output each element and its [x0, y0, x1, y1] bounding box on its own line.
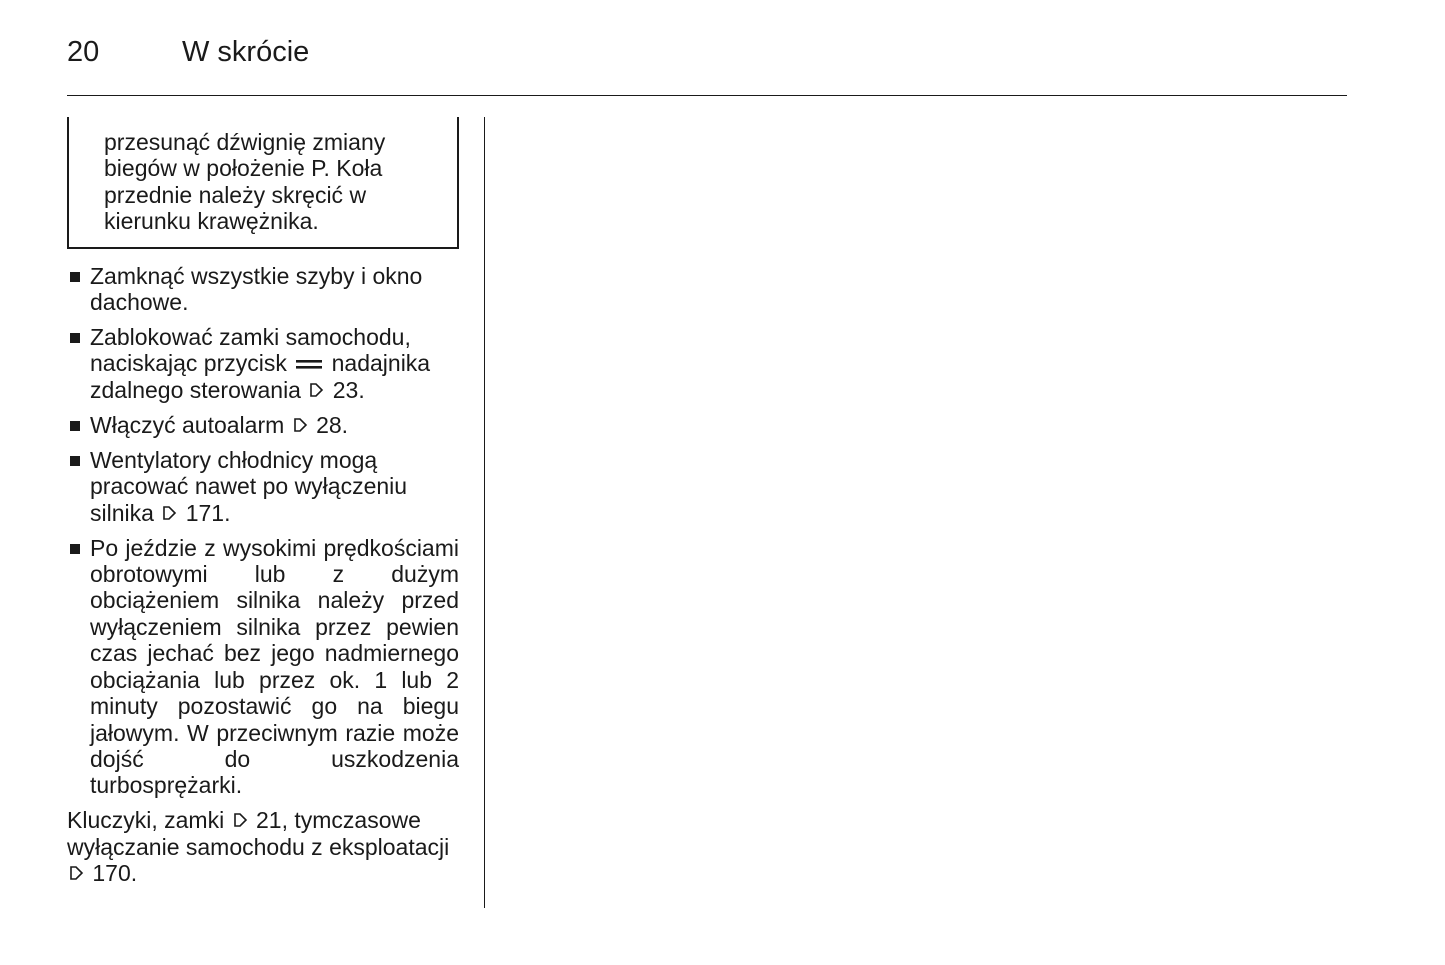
list-item	[67, 447, 459, 526]
list-item	[67, 324, 459, 403]
page-title: W skrócie	[182, 36, 310, 68]
list-item-text: Wentylatory chłodnicy mogą pracować nawet po wyłączeniu silnika	[90, 446, 408, 526]
list-item-text: Zablokować zamki samochodu, naciskając przycisk	[90, 324, 411, 377]
column-divider	[484, 117, 485, 908]
reference-page[interactable]: 171.	[185, 499, 231, 526]
note-line: kierunku krawężnika.	[104, 208, 319, 235]
left-column	[67, 117, 459, 887]
note-box	[67, 117, 459, 249]
square-bullet-icon	[70, 544, 80, 554]
square-bullet-icon	[70, 421, 80, 431]
list-item	[67, 412, 459, 438]
note-line: przesunąć dźwignię zmiany	[104, 129, 386, 155]
square-bullet-icon	[70, 456, 80, 466]
reference-page[interactable]: 170.	[92, 860, 138, 887]
arrow-reference-icon	[68, 863, 84, 883]
list-item-text: Włączyć autoalarm	[90, 411, 285, 438]
list-item-text: nadajnika zdalnego sterowania	[90, 350, 431, 403]
arrow-reference-icon	[161, 503, 177, 523]
reference-page[interactable]: 21, tymczasowe wyłączanie samochodu z eksploatacji	[67, 807, 450, 860]
list-item-text: Zamknąć wszystkie szyby i okno dachowe.	[90, 262, 423, 316]
arrow-reference-icon	[308, 380, 324, 400]
arrow-reference-icon	[232, 810, 248, 830]
list-item	[67, 263, 459, 316]
reference-page[interactable]: 23.	[332, 376, 365, 403]
header-divider	[67, 95, 1347, 96]
arrow-reference-icon	[292, 415, 308, 435]
bullet-list	[67, 263, 459, 799]
square-bullet-icon	[70, 272, 80, 282]
note-line: biegów w położenie P. Koła	[104, 155, 383, 182]
lock-button-icon	[296, 358, 322, 370]
footer-text: Kluczyki, zamki	[67, 807, 225, 834]
note-line: przednie należy skręcić w	[104, 181, 367, 208]
cross-reference-paragraph	[67, 807, 459, 886]
list-item	[67, 535, 459, 799]
list-item-text: Po jeździe z wysokimi prędkościami obrotowymi lub z dużym obciążeniem silnika należy przed wyłączeniem silnika przez pewien czas jechać bez jego nadmiernego obciążania lub przez ok. 1 lub 2 minuty pozostawić go na biegu jałowym. W przeciwnym razie może dojść do uszkodzenia turbosprężarki.	[90, 534, 459, 799]
square-bullet-icon	[70, 333, 80, 343]
reference-page[interactable]: 28.	[316, 411, 349, 438]
page-number: 20	[67, 36, 100, 68]
